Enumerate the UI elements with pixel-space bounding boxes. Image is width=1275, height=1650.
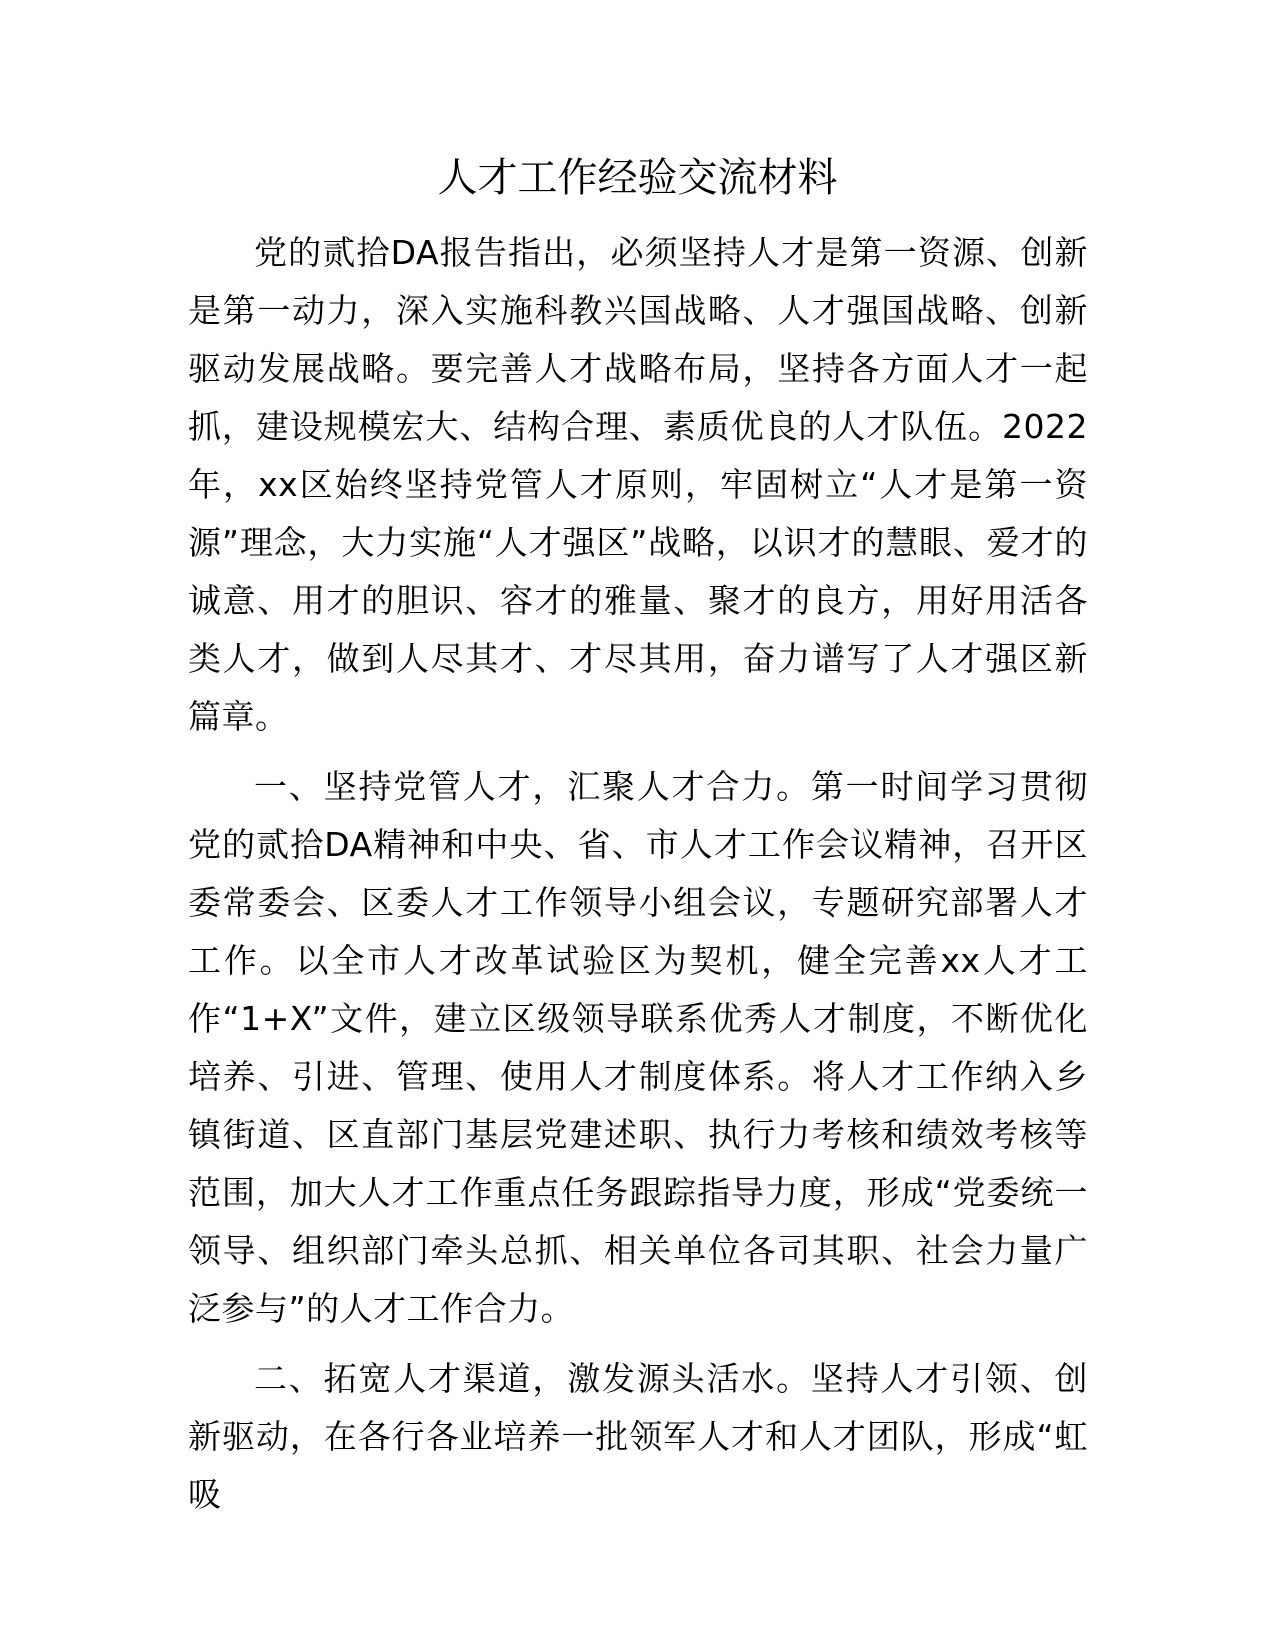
document-title: 人才工作经验交流材料 [437, 155, 838, 201]
paragraph-intro: 党的贰拾DA报告指出，必须坚持人才是第一资源、创新是第一动力，深入实施科教兴国战略、人才强国战略、创新驱动发展战略。要完善人才战略布局，坚持各方面人才一起抓，建设规模宏大、结构合理、素质优良的人才队伍。2022年，xx区始终坚持党管人才原则，牢固树立“人才是第一资源”理念，大力实施“人才强区”战略，以识才的慧眼、爱才的诚意、用才的胆识、容才的雅量、聚才的良方，用好用活各类人才，做到人尽其才、才尽其用，奋力谱写了人才强区新篇章。 [188, 233, 1088, 736]
paragraph-section-1: 一、坚持党管人才，汇聚人才合力。第一时间学习贯彻党的贰拾DA精神和中央、省、市人才工作会议精神，召开区委常委会、区委人才工作领导小组会议，专题研究部署人才工作。以全市人才改革试验区为契机，健全完善xx人才工作“1+X”文件，建立区级领导联系优秀人才制度，不断优化培养、引进、管理、使用人才制度体系。将人才工作纳入乡镇街道、区直部门基层党建述职、执行力考核和绩效考核等范围，加大人才工作重点任务跟踪指导力度，形成“党委统一领导、组织部门牵头总抓、相关单位各司其职、社会力量广泛参与”的人才工作合力。 [188, 767, 1088, 1328]
paragraph-section-2: 二、拓宽人才渠道，激发源头活水。坚持人才引领、创新驱动，在各行各业培养一批领军人才和人才团队，形成“虹吸 [188, 1359, 1088, 1514]
document-body [188, 224, 1088, 1524]
